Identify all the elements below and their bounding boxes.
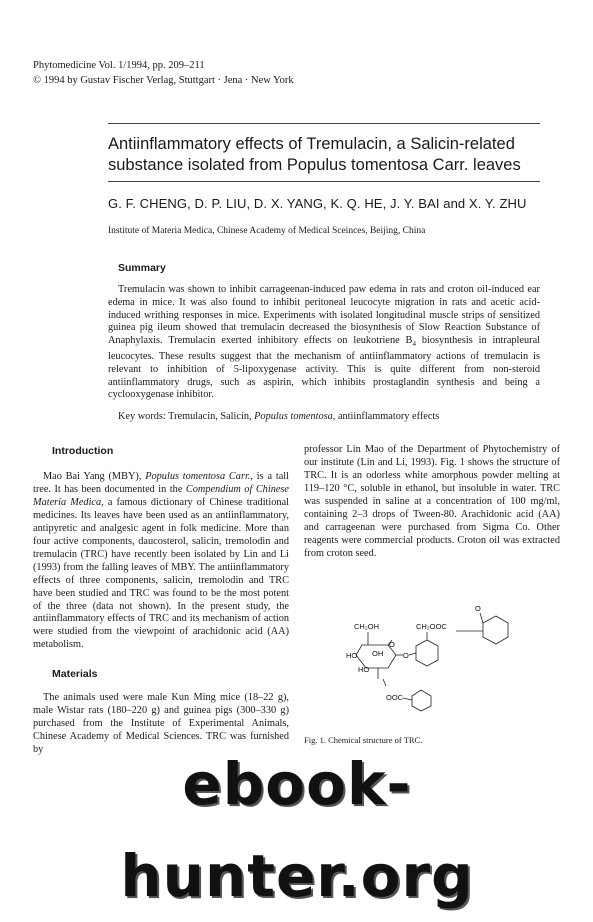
affiliation: Institute of Materia Medica, Chinese Academy of Medical Sceinces, Beijing, China — [108, 226, 426, 236]
author-list: G. F. CHENG, D. P. LIU, D. X. YANG, K. Q. HE, J. Y. BAI and X. Y. ZHU — [108, 196, 527, 211]
keywords-prefix: Key words: Tremulacin, Salicin, — [118, 411, 255, 422]
intro-italic-2: Compendium of Chinese Materia Medica — [33, 483, 289, 508]
label-ring-o: O — [389, 640, 395, 649]
label-ch2ooc: CH₂OOC — [416, 622, 447, 631]
intro-part-a: Mao Bai Yang (MBY), — [43, 471, 146, 482]
journal-copyright: © 1994 by Gustav Fischer Verlag, Stuttgart · Jena · New York — [33, 75, 294, 86]
label-o: O — [403, 651, 409, 660]
watermark: ebook-hunter.org — [120, 750, 474, 910]
intro-part-b: , is a tall tree. It has been documented in the — [33, 471, 289, 495]
keywords-italic: Populus tomentosa — [254, 411, 333, 422]
journal-header — [33, 58, 294, 88]
label-ho-2: HO — [358, 665, 370, 674]
bond — [409, 653, 416, 655]
intro-part-c: , a famous dictionary of Chinese traditional medicines. Its leaves have been used as an antiinflammatory, antipyretic and analgesic agent in folk medicine. More than four active components, daucosterol, salicin, tremolodin and tremulacin (TRC) have recently been isolated by Lin and Li (1993) from the falling leaves of MBY. The antiinflammatory effects of three components, salicin, tremolodin and TRC have been studied and TRC was found to be the most potent of the three (data not shown). In the present study, the antiinflammatory effects of TRC and its mechanism of action were studied from the viewpoint of arachidonic acid (AA) metabolism. — [33, 496, 290, 651]
label-oh: OH — [372, 649, 384, 658]
intro-italic-1: Populus tomentosa Carr. — [145, 471, 251, 482]
summary-text — [108, 284, 540, 402]
figure-caption: Fig. 1. Chemical structure of TRC. — [304, 735, 423, 745]
right-column-text — [304, 444, 560, 561]
materials-paragraph: The animals used were male Kun Ming mice (18–22 g), male Wistar rats (180–220 g) and guinea pigs (300–330 g) purchased from the Institute of Experimental Animals, Chinese Academy of Medical Sciences. TRC was furnished by — [33, 692, 289, 755]
bond — [480, 613, 483, 623]
label-ooc: OOC — [386, 693, 404, 702]
materials-heading: Materials — [52, 668, 98, 680]
bond — [383, 679, 386, 686]
label-oo: O — [475, 604, 481, 613]
title-rule-bottom — [108, 181, 540, 182]
cyclohexenone-ring — [483, 616, 508, 644]
introduction-text — [33, 471, 289, 652]
paper-title — [108, 134, 538, 176]
keywords — [118, 411, 439, 422]
benzoyl-ring — [412, 690, 431, 711]
journal-citation: Phytomedicine Vol. 1/1994, pp. 209–211 — [33, 60, 205, 71]
summary-part-b: biosynthesis in intrapleural leucocytes. These results suggest that the mechanism of antiinflammatory actions of tremulacin is relevant to inhibition of 5-lipoxygenase activity. This is quite different from non-steroid antiinflammatory drugs, such as aspirin, which inhibits prostaglandin synthesis and being a cyclooxygenase inhibitor. — [108, 335, 540, 401]
title-line-2: substance isolated from Populus tomentosa Carr. leaves — [108, 156, 521, 174]
title-line-1: Antiinflammatory effects of Tremulacin, a Salicin-related — [108, 135, 515, 153]
chemical-structure-figure — [330, 600, 530, 712]
summary-part-a: Tremulacin was shown to inhibit carrageenan-induced paw edema in rats and croton oil-induced ear edema in mice. It was also found to inhibit peritoneal leucocyte migration in rats and acetic acid-induced writhing responses in mice. Experiments with isolated longitudinal muscle strips of sensitized guinea pig ileum showed that tremulacin decreased the biosynthesis of Slow Reaction Substance of Anaphylaxis. Tremulacin exerted inhibitory effects on leukotriene B — [108, 284, 540, 347]
introduction-heading: Introduction — [52, 445, 114, 457]
right-column-paragraph: professor Lin Mao of the Department of Phytochemistry of our institute (Lin and Li, 1993). Fig. 1 shows the structure of TRC. It is an odorless white amorphous powder melting at 119–120 °C, soluble in ethanol, but insoluble in water. TRC was suspended in saline at a concentration of 100 mg/ml, containing 2–3 drops of Tween-80. Arachidonic acid (AA) and carrageenan were purchased from Sigma Co. Other reagents were commercial products. Croton oil was extracted from croton seed. — [304, 444, 560, 559]
title-rule-top — [108, 123, 540, 124]
label-ch2oh: CH₂OH — [354, 622, 379, 631]
summary-subscript: 4 — [412, 340, 416, 349]
bond — [403, 698, 412, 700]
keywords-suffix: , antiinflammatory effects — [332, 411, 440, 422]
phenyl-ring — [416, 640, 438, 666]
summary-heading: Summary — [118, 262, 166, 274]
label-ho-1: HO — [346, 651, 358, 660]
